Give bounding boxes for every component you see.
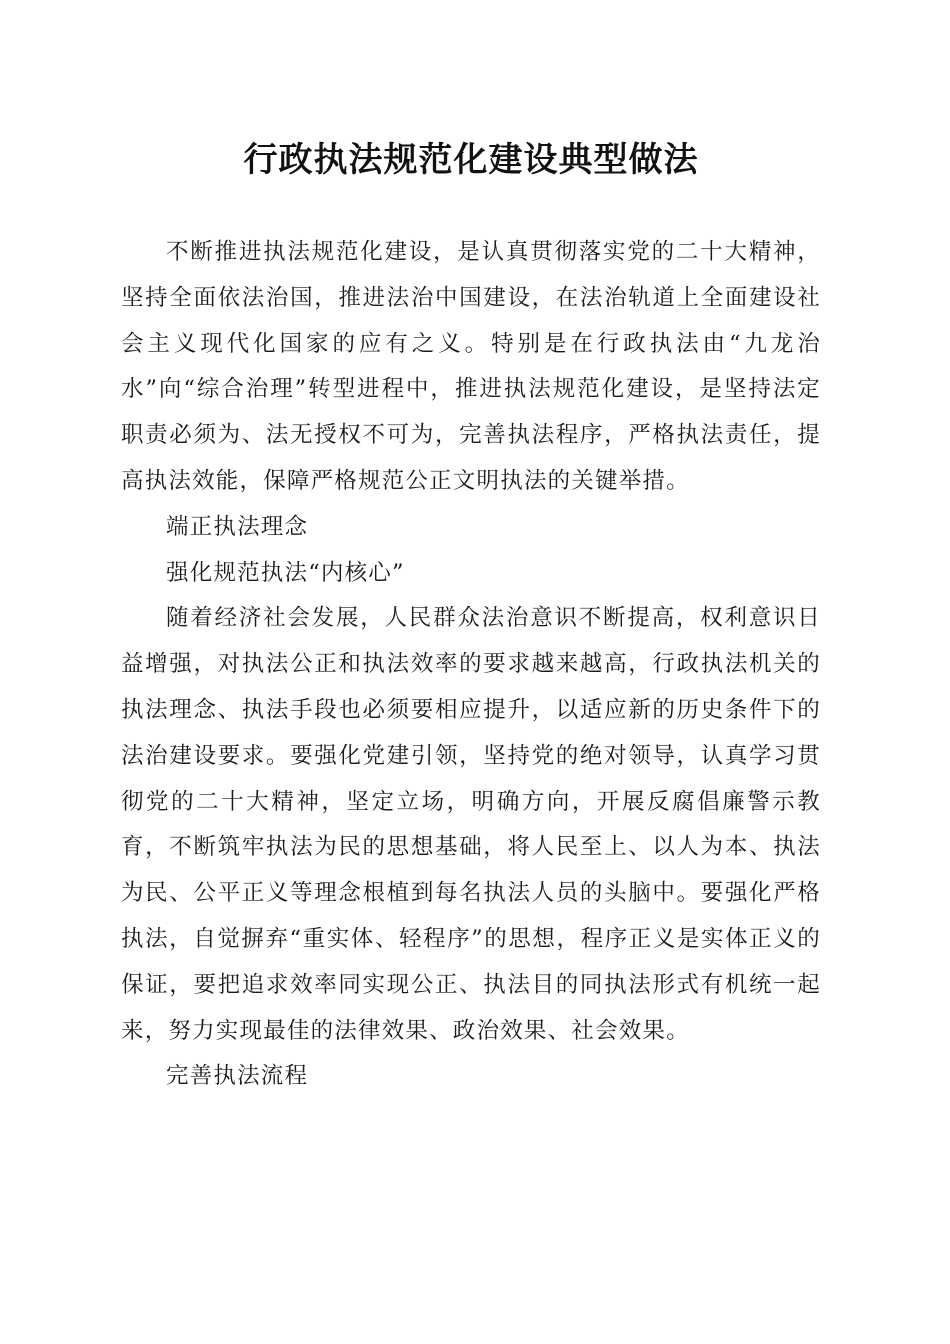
section-heading-execution-philosophy: 端正执法理念 [166, 513, 309, 540]
section-heading-improve-process: 完善执法流程 [166, 1063, 309, 1090]
intro-paragraph: 不断推进执法规范化建设，是认真贯彻落实党的二十大精神，坚持全面依法治国，推进法治中国建设，在法治轨道上全面建设社会主义现代化国家的应有之义。特别是在行政执法由“九龙治水”向“综合治理”转型进程中，推进执法规范化建设，是坚持法定职责必须为、法无授权不可为，完善执法程序，严格执法责任，提高执法效能，保障严格规范公正文明执法的关键举措。 [121, 239, 821, 494]
body-paragraph: 随着经济社会发展，人民群众法治意识不断提高，权利意识日益增强，对执法公正和执法效率的要求越来越高，行政执法机关的执法理念、执法手段也必须要相应提升，以适应新的历史条件下的法治建设要求。要强化党建引领，坚持党的绝对领导，认真学习贯彻党的二十大精神，坚定立场，明确方向，开展反腐倡廉警示教育，不断筑牢执法为民的思想基础，将人民至上、以人为本、执法为民、公平正义等理念根植到每名执法人员的头脑中。要强化严格执法，自觉摒弃“重实体、轻程序”的思想，程序正义是实体正义的保证，要把追求效率同实现公正、执法目的同执法形式有机统一起来，努力实现最佳的法律效果、政治效果、社会效果。 [121, 605, 821, 1044]
subsection-heading-core: 强化规范执法“内核心” [166, 559, 405, 586]
document-title: 行政执法规范化建设典型做法 [243, 140, 699, 180]
document-body [121, 230, 821, 1100]
